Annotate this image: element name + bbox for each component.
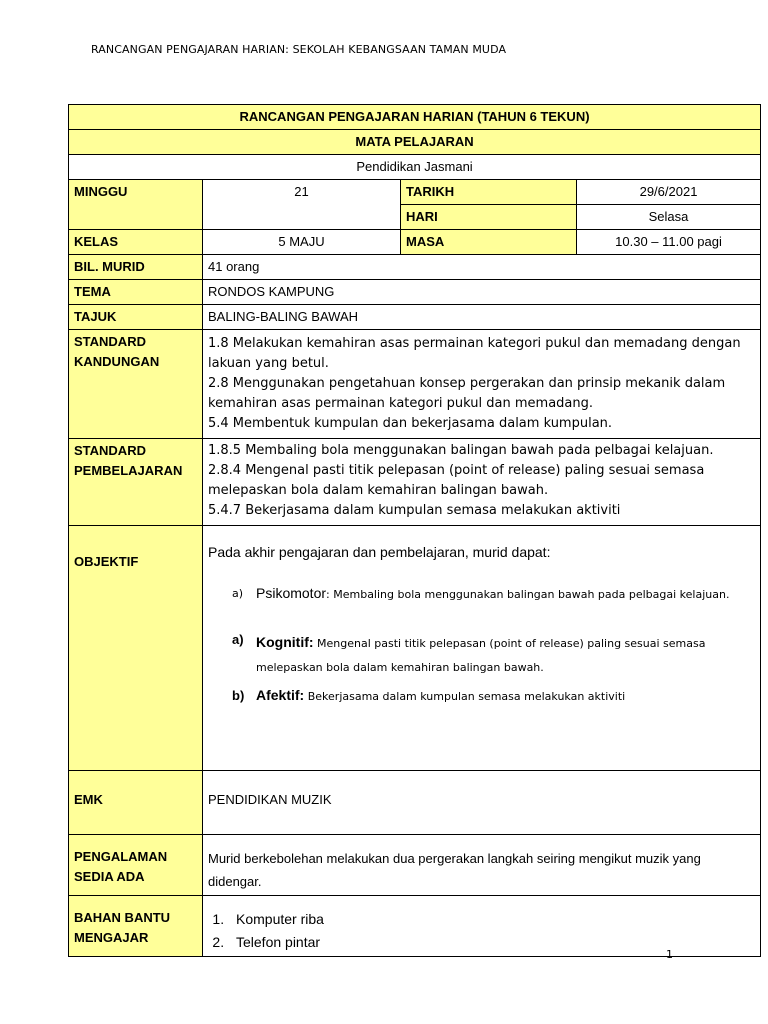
- minggu-value: 21: [203, 180, 401, 230]
- masa-label: MASA: [401, 230, 577, 255]
- pengalaman-row: [69, 835, 761, 896]
- subject-heading-row: [69, 130, 761, 155]
- kelas-row: [69, 230, 761, 255]
- emk-row: [69, 771, 761, 835]
- bil-murid-row: [69, 255, 761, 280]
- objektif-desc: Bekerjasama dalam kumpulan semasa melakukan aktiviti: [304, 690, 626, 703]
- objektif-value: [203, 526, 761, 771]
- hari-value: Selasa: [577, 205, 761, 230]
- tarikh-value: 29/6/2021: [577, 180, 761, 205]
- sp-label-line1: STANDARD: [74, 443, 146, 458]
- bbm-label: [69, 896, 203, 957]
- standard-kandungan-value: [203, 330, 761, 439]
- sk-item: 5.4 Membentuk kumpulan dan bekerjasama dalam kumpulan.: [208, 416, 613, 431]
- hari-label: HARI: [401, 205, 577, 230]
- sp-item: 5.4.7 Bekerjasama dalam kumpulan semasa melakukan aktiviti: [208, 503, 621, 518]
- objektif-text: [256, 686, 743, 706]
- standard-pembelajaran-label: [69, 439, 203, 526]
- standard-kandungan-row: [69, 330, 761, 439]
- emk-label: EMK: [69, 771, 203, 835]
- sk-label-line2: KANDUNGAN: [74, 354, 160, 369]
- sk-label-line1: STANDARD: [74, 334, 146, 349]
- objektif-marker: b): [232, 688, 245, 703]
- lesson-plan-table: [68, 104, 761, 957]
- pengalaman-label-line1: PENGALAMAN: [74, 849, 168, 864]
- tema-value: RONDOS KAMPUNG: [203, 280, 761, 305]
- minggu-row: [69, 180, 761, 205]
- standard-kandungan-label: [69, 330, 203, 439]
- emk-value: PENDIDIKAN MUZIK: [203, 771, 761, 835]
- sp-item: 1.8.5 Membaling bola menggunakan balingan bawah pada pelbagai kelajuan.: [208, 443, 714, 458]
- tarikh-label: TARIKH: [401, 180, 577, 205]
- subject-row: [69, 155, 761, 180]
- objektif-domain: Afektif:: [256, 687, 305, 703]
- minggu-label: MINGGU: [69, 180, 203, 230]
- page-number: 1: [666, 948, 673, 961]
- plan-title: RANCANGAN PENGAJARAN HARIAN (TAHUN 6 TEKUN): [69, 105, 761, 130]
- objektif-desc: Mengenal pasti titik pelepasan (point of release) paling sesuai semasa melepaskan bola dalam kemahiran balingan bawah.: [256, 637, 706, 674]
- subject-heading: MATA PELAJARAN: [69, 130, 761, 155]
- bbm-label-line2: MENGAJAR: [74, 930, 149, 945]
- page-header: RANCANGAN PENGAJARAN HARIAN: SEKOLAH KEBANGSAAN TAMAN MUDA: [91, 43, 507, 56]
- pengalaman-label-line2: SEDIA ADA: [74, 869, 145, 884]
- objektif-marker: a): [232, 587, 244, 600]
- objektif-row: [69, 526, 761, 771]
- bil-murid-value: 41 orang: [203, 255, 761, 280]
- objektif-item: [232, 630, 743, 680]
- objektif-label: OBJEKTIF: [69, 526, 203, 771]
- title-row: [69, 105, 761, 130]
- tema-label: TEMA: [69, 280, 203, 305]
- sk-item: 2.8 Menggunakan pengetahuan konsep pergerakan dan prinsip mekanik dalam kemahiran asas permainan kategori pukul dan memadang.: [208, 376, 726, 411]
- bbm-item: 1. Komputer riba: [228, 908, 755, 931]
- bbm-label-line1: BAHAN BANTU: [74, 910, 171, 925]
- standard-pembelajaran-row: [69, 439, 761, 526]
- tajuk-row: [69, 305, 761, 330]
- sp-item: 2.8.4 Mengenal pasti titik pelepasan (point of release) paling sesuai semasa melepaskan bola dalam kemahiran balingan bawah.: [208, 463, 705, 498]
- objektif-item: [232, 584, 743, 604]
- objektif-domain: Psikomotor: [256, 585, 327, 601]
- bil-murid-label: BIL. MURID: [69, 255, 203, 280]
- objektif-text: [256, 584, 743, 604]
- objektif-item: [232, 686, 743, 706]
- tema-row: [69, 280, 761, 305]
- standard-pembelajaran-value: [203, 439, 761, 526]
- kelas-value: 5 MAJU: [203, 230, 401, 255]
- objektif-text: [256, 630, 743, 680]
- tajuk-value: BALING-BALING BAWAH: [203, 305, 761, 330]
- bbm-row: [69, 896, 761, 957]
- tajuk-label: TAJUK: [69, 305, 203, 330]
- sp-label-line2: PEMBELAJARAN: [74, 463, 183, 478]
- pengalaman-value: Murid berkebolehan melakukan dua pergerakan langkah seiring mengikut muzik yang didengar.: [203, 835, 761, 896]
- objektif-list: [208, 584, 755, 706]
- kelas-label: KELAS: [69, 230, 203, 255]
- objektif-domain: Kognitif:: [256, 634, 314, 650]
- bbm-item: 2. Telefon pintar: [228, 931, 755, 954]
- objektif-desc: : Membaling bola menggunakan balingan bawah pada pelbagai kelajuan.: [326, 588, 730, 601]
- masa-value: 10.30 – 11.00 pagi: [577, 230, 761, 255]
- subject-value: Pendidikan Jasmani: [69, 155, 761, 180]
- bbm-value: [203, 896, 761, 957]
- pengalaman-label: [69, 835, 203, 896]
- objektif-marker: a): [232, 632, 244, 647]
- sk-item: 1.8 Melakukan kemahiran asas permainan kategori pukul dan memadang dengan lakuan yang betul.: [208, 336, 741, 371]
- objektif-intro: Pada akhir pengajaran dan pembelajaran, murid dapat:: [208, 544, 551, 560]
